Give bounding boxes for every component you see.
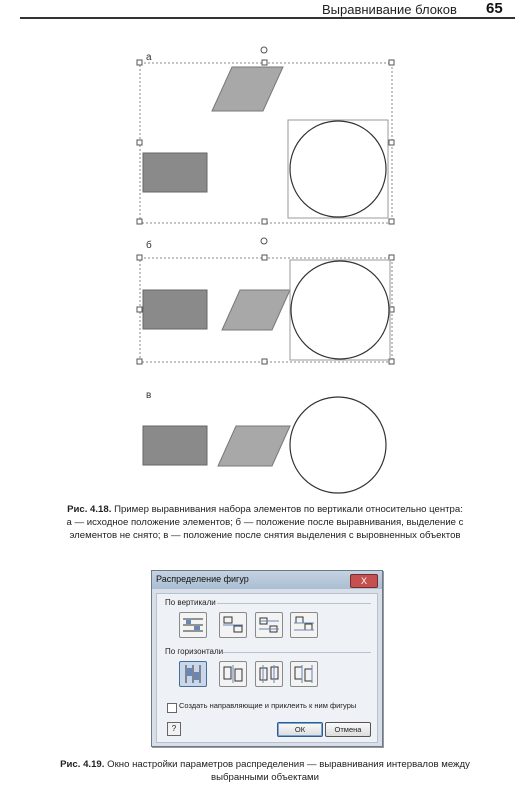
panel-a	[137, 47, 394, 224]
distribute-space-icon	[222, 664, 244, 684]
dialog-titlebar[interactable]	[152, 571, 382, 589]
dialog-title: Распределение фигур	[156, 574, 249, 584]
figure-4-18-caption	[28, 503, 502, 542]
distribute-vertical-space-button[interactable]	[219, 612, 247, 638]
parallelogram-shape	[212, 67, 283, 111]
selection-handle	[137, 255, 142, 260]
distribute-center-icon	[258, 664, 280, 684]
selection-handle	[137, 307, 142, 312]
close-button[interactable]: X	[350, 574, 378, 588]
circle-shape	[290, 121, 386, 217]
group-divider	[223, 652, 371, 653]
caption-number: Рис. 4.18.	[67, 504, 112, 515]
help-button[interactable]: ?	[167, 722, 181, 736]
distribute-horizontal-right-button[interactable]	[290, 661, 318, 687]
parallelogram-shape	[222, 290, 290, 330]
caption-line: элементов не снято; в — положение после снятия выделения с выровненных объектов	[69, 530, 461, 541]
selection-handle	[137, 140, 142, 145]
vertical-group-label: По вертикали	[165, 598, 216, 607]
selection-handle	[137, 359, 142, 364]
rotate-handle	[261, 238, 267, 244]
rectangle-shape	[143, 290, 207, 329]
distribute-horizontal-left-button[interactable]	[179, 661, 207, 687]
selection-handle	[389, 219, 394, 224]
rectangle-shape	[143, 426, 207, 465]
distribute-vertical-top-button[interactable]	[179, 612, 207, 638]
panel-b	[137, 238, 394, 364]
rectangle-shape	[143, 153, 207, 192]
distribute-right-icon	[293, 664, 315, 684]
figure-4-19-caption	[28, 758, 502, 784]
distribute-middle-icon	[258, 615, 280, 635]
selection-handle	[389, 140, 394, 145]
create-guides-checkbox[interactable]	[167, 703, 177, 713]
panel-label-a: а	[146, 52, 152, 63]
rotate-handle	[261, 47, 267, 53]
distribute-space-icon	[222, 615, 244, 635]
selection-handle	[389, 255, 394, 260]
circle-shape	[291, 261, 389, 359]
group-divider	[217, 603, 371, 604]
panel-label-b: б	[146, 240, 152, 251]
caption-line: Пример выравнивания набора элементов по вертикали относительно центра:	[114, 504, 463, 515]
selection-handle	[137, 219, 142, 224]
distribute-horizontal-center-button[interactable]	[255, 661, 283, 687]
create-guides-label: Создать направляющие и приклеить к ним фигуры	[179, 701, 357, 710]
selection-handle	[262, 255, 267, 260]
panel-c	[143, 390, 386, 493]
distribute-left-icon	[182, 664, 204, 684]
dialog-body	[156, 593, 378, 743]
distribute-bottom-icon	[293, 615, 315, 635]
distribute-shapes-dialog	[151, 570, 383, 747]
horizontal-group-label: По горизонтали	[165, 647, 224, 656]
parallelogram-shape	[218, 426, 290, 466]
distribute-top-icon	[182, 615, 204, 635]
distribute-vertical-middle-button[interactable]	[255, 612, 283, 638]
ok-button[interactable]: ОК	[277, 722, 323, 737]
selection-handle	[262, 359, 267, 364]
distribute-horizontal-space-button[interactable]	[219, 661, 247, 687]
panel-label-c: в	[146, 390, 152, 401]
caption-line: а — исходное положение элементов; б — положение после выравнивания, выделение с	[66, 517, 464, 528]
circle-shape	[290, 397, 386, 493]
distribute-vertical-bottom-button[interactable]	[290, 612, 318, 638]
selection-handle	[262, 60, 267, 65]
caption-line: выбранными объектами	[211, 772, 319, 783]
selection-handle	[262, 219, 267, 224]
selection-handle	[137, 60, 142, 65]
caption-line: Окно настройки параметров распределения — выравнивания интервалов между	[107, 759, 470, 770]
header-title: Выравнивание блоков	[322, 2, 457, 17]
page-number: 65	[486, 0, 503, 17]
caption-number: Рис. 4.19.	[60, 759, 105, 770]
cancel-button[interactable]: Отмена	[325, 722, 371, 737]
selection-handle	[389, 60, 394, 65]
